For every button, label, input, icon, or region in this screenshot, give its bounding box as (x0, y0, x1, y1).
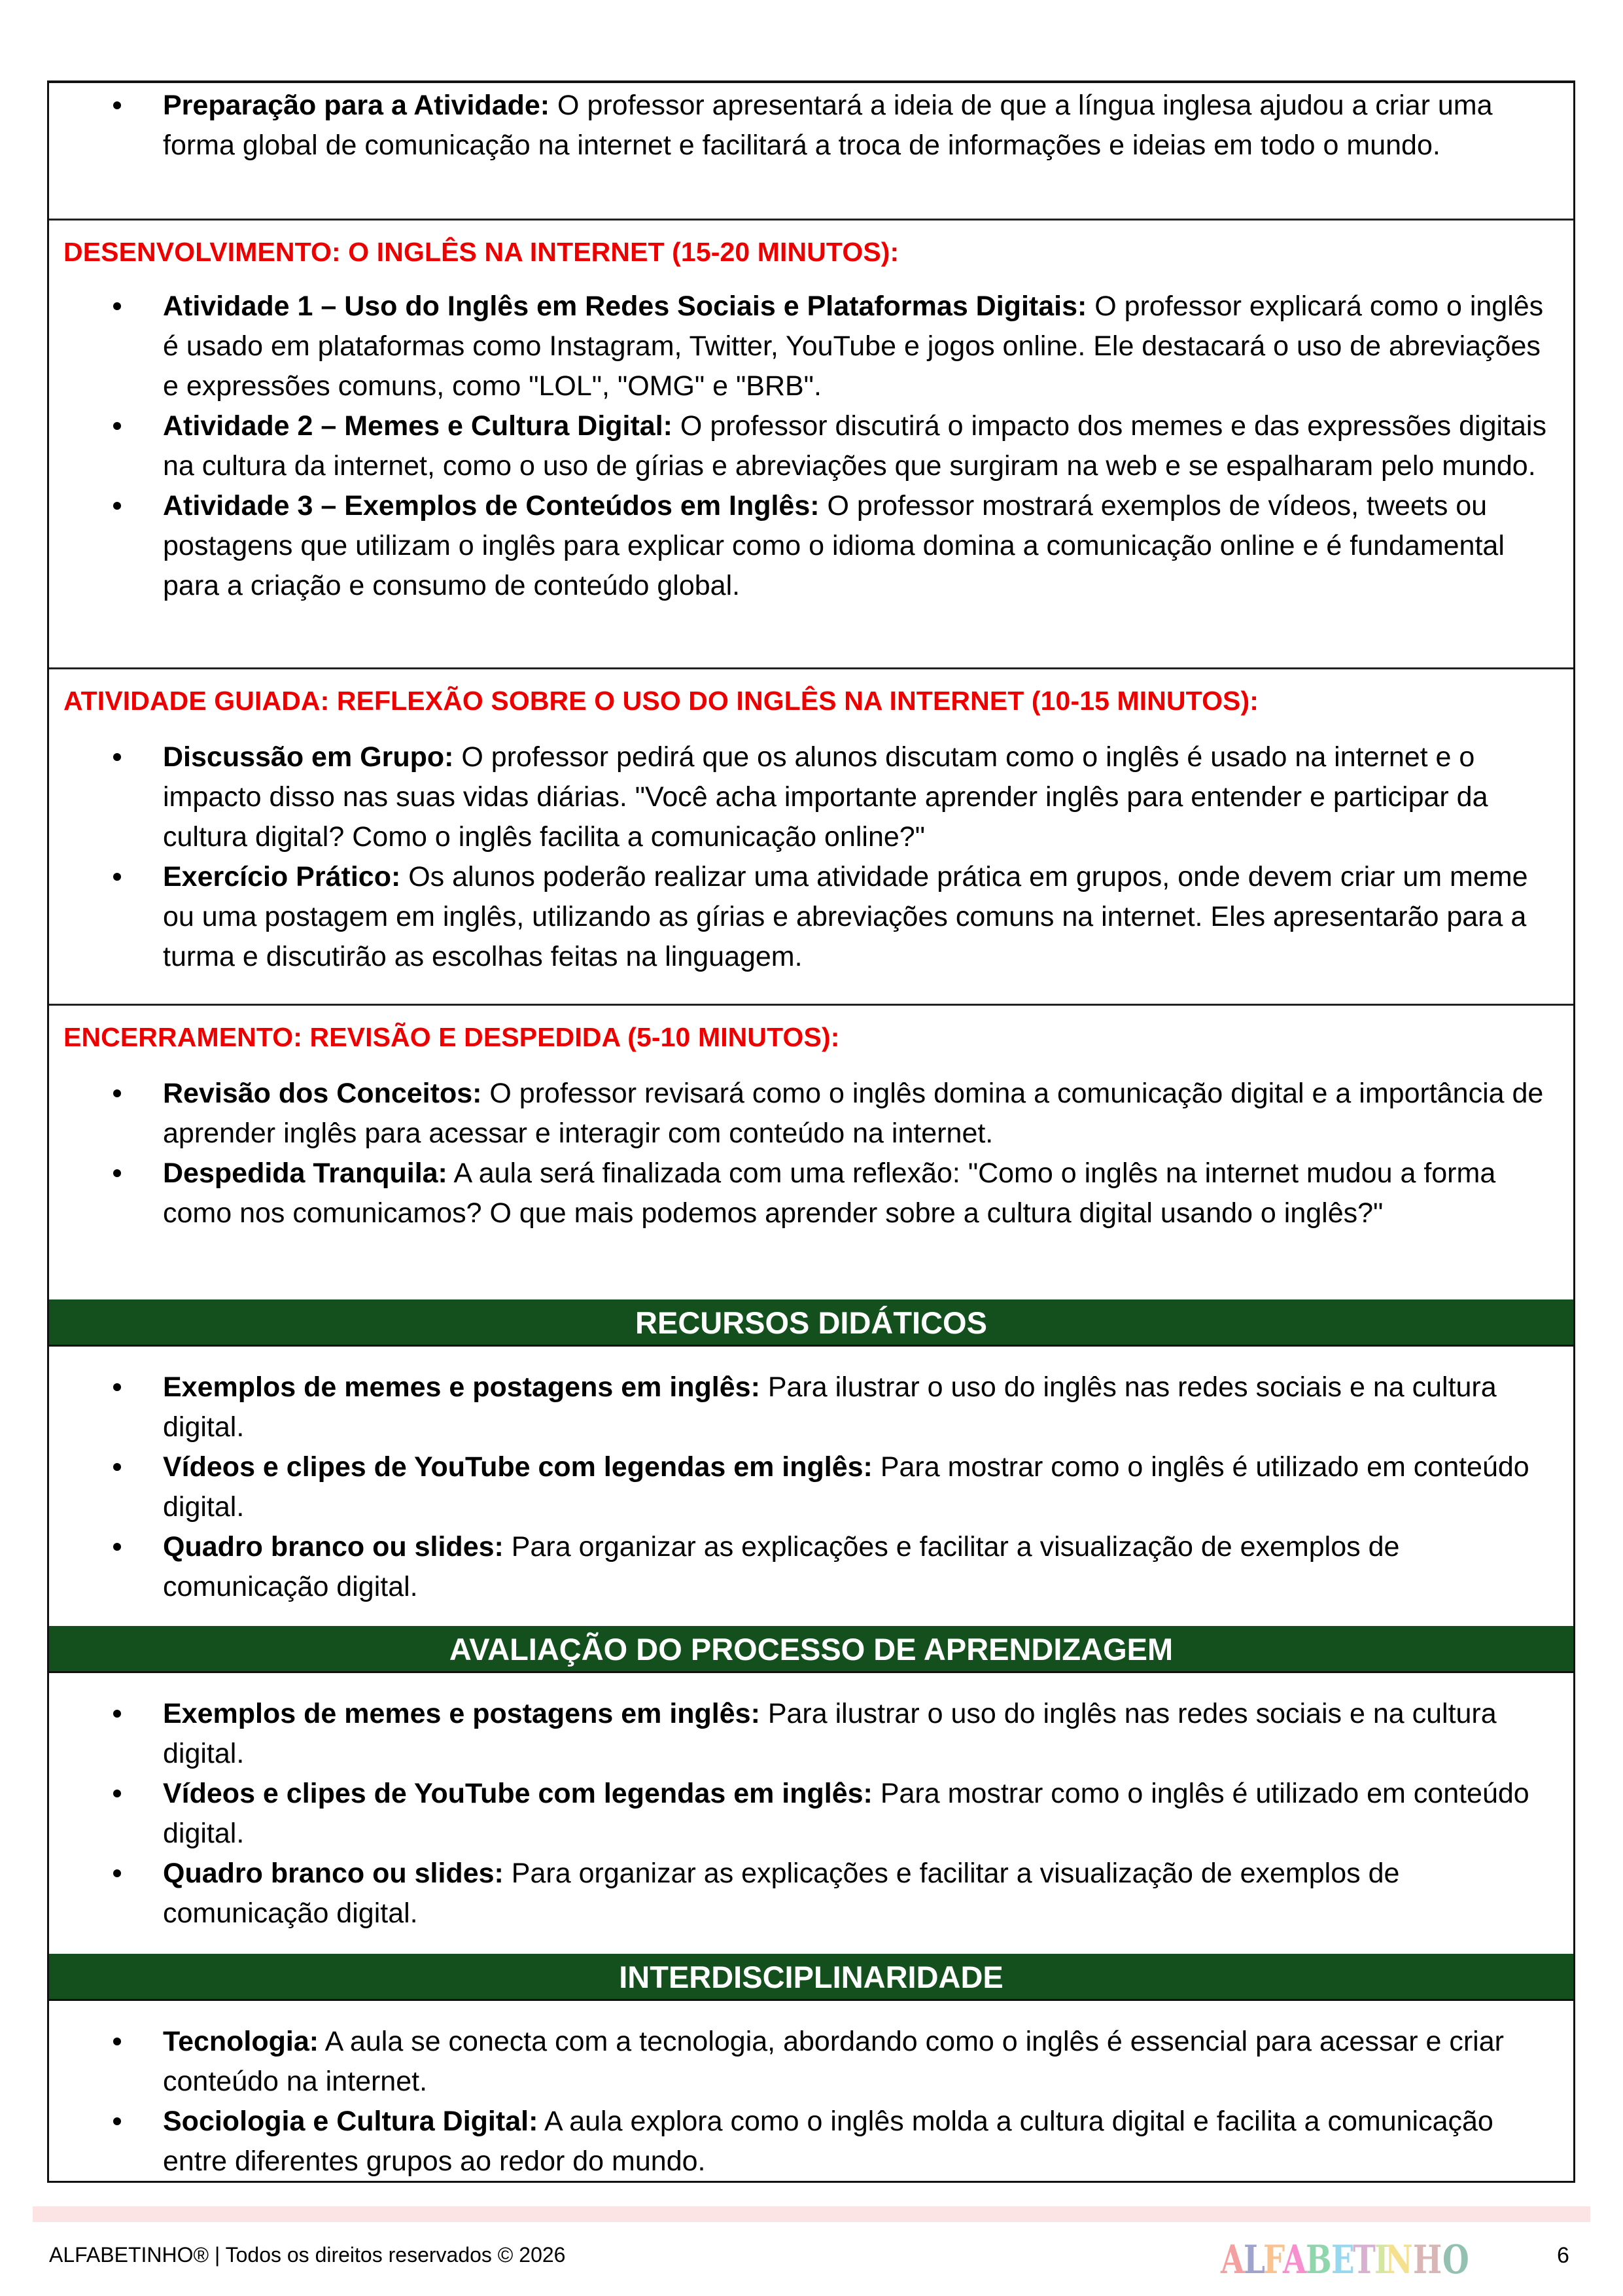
list-item (49, 86, 1573, 166)
item-text: Para mostrar como o inglês é utilizado em conteúdo digital. (163, 1778, 1529, 1849)
item-label: Atividade 3 – Exemplos de Conteúdos em Inglês: (163, 490, 820, 521)
assessment-row (49, 1673, 1573, 1954)
list-item (49, 486, 1573, 606)
bullet-icon (113, 1169, 121, 1177)
interdisciplinary-header: INTERDISCIPLINARIDADE (49, 1954, 1573, 2001)
item-label: Vídeos e clipes de YouTube com legendas em inglês: (163, 1778, 873, 1809)
item-label: Vídeos e clipes de YouTube com legendas em inglês: (163, 1451, 873, 1483)
item-text: Os alunos poderão realizar uma atividade prática em grupos, onde devem criar um meme ou uma postagem em inglês, utilizando as gírias e abreviações comuns na internet. Eles apresentarão para a turma e discutirão as escolhas feitas na linguagem. (163, 861, 1528, 972)
bullet-icon (113, 1790, 121, 1797)
closing-list (49, 1074, 1573, 1233)
bullet-icon (113, 1463, 121, 1471)
item-text: O professor discutirá o impacto dos memes e das expressões digitais na cultura da internet, como o uso de gírias e abreviações que surgiram na web e se espalharam pelo mundo. (163, 410, 1546, 482)
item-text: A aula será finalizada com uma reflexão: "Como o inglês na internet mudou a forma como nos comunicamos? O que mais podemos aprender sobre a cultura digital usando o inglês?" (163, 1157, 1496, 1229)
logo-letter: T (1353, 2237, 1376, 2283)
list-item (49, 857, 1573, 977)
bullet-icon (113, 502, 121, 510)
item-label: Exemplos de memes e postagens em inglês: (163, 1371, 760, 1403)
item-text: A aula se conecta com a tecnologia, abordando como o inglês é essencial para acessar e criar conteúdo na internet. (163, 2026, 1504, 2097)
alfabetinho-logo (1221, 2237, 1469, 2283)
preparation-row (49, 83, 1573, 221)
item-text: Para mostrar como o inglês é utilizado em conteúdo digital. (163, 1451, 1529, 1523)
lesson-plan-table (47, 80, 1575, 2183)
item-text: Para ilustrar o uso do inglês nas redes sociais e na cultura digital. (163, 1698, 1497, 1769)
assessment-header: AVALIAÇÃO DO PROCESSO DE APRENDIZAGEM (49, 1626, 1573, 1673)
list-item (49, 737, 1573, 857)
item-label: Sociologia e Cultura Digital: (163, 2106, 538, 2137)
resources-list (49, 1368, 1573, 1607)
bullet-icon (113, 101, 121, 109)
logo-letter: O (1442, 2237, 1469, 2283)
bullet-icon (113, 1710, 121, 1718)
item-text: O professor apresentará a ideia de que a língua inglesa ajudou a criar uma forma global de comunicação na internet e facilitará a troca de informações e ideias em todo o mundo. (163, 90, 1493, 161)
list-item (49, 1774, 1573, 1854)
item-label: Atividade 2 – Memes e Cultura Digital: (163, 410, 672, 442)
item-text: Para organizar as explicações e facilitar a visualização de exemplos de comunicação digital. (163, 1858, 1400, 1929)
item-text: Para organizar as explicações e facilitar a visualização de exemplos de comunicação digital. (163, 1531, 1400, 1602)
item-label: Exemplos de memes e postagens em inglês: (163, 1698, 760, 1729)
logo-letter: H (1412, 2237, 1442, 2283)
item-label: Quadro branco ou slides: (163, 1531, 504, 1563)
logo-letter: E (1331, 2237, 1354, 2283)
development-heading: DESENVOLVIMENTO: O INGLÊS NA INTERNET (15-20 MINUTOS): (63, 237, 899, 267)
list-item (49, 1694, 1573, 1774)
list-item (49, 1154, 1573, 1233)
item-text: O professor mostrará exemplos de vídeos, tweets ou postagens que utilizam o inglês para explicar como o idioma domina a comunicação online e é fundamental para a criação e consumo de conteúdo global. (163, 490, 1505, 601)
resources-row (49, 1347, 1573, 1626)
list-item (49, 2102, 1573, 2181)
preparation-list (49, 86, 1573, 166)
item-text: A aula explora como o inglês molda a cultura digital e facilita a comunicação entre diferentes grupos ao redor do mundo. (163, 2106, 1493, 2177)
bullet-icon (113, 422, 121, 430)
item-label: Quadro branco ou slides: (163, 1858, 504, 1889)
item-label: Atividade 1 – Uso do Inglês em Redes Sociais e Plataformas Digitais: (163, 291, 1087, 322)
footer-band (33, 2206, 1590, 2222)
list-item (49, 1074, 1573, 1154)
list-item (49, 406, 1573, 486)
bullet-icon (113, 302, 121, 310)
item-label: Preparação para a Atividade: (163, 90, 550, 121)
item-label: Despedida Tranquila: (163, 1157, 447, 1189)
logo-letter: A (1221, 2237, 1244, 2283)
bullet-icon (113, 2038, 121, 2045)
closing-row (49, 1006, 1573, 1299)
list-item (49, 1527, 1573, 1607)
item-label: Exercício Prático: (163, 861, 401, 892)
guided-activity-list (49, 737, 1573, 977)
logo-letter: B (1305, 2237, 1331, 2283)
assessment-list (49, 1694, 1573, 1934)
bullet-icon (113, 1869, 121, 1877)
development-list (49, 287, 1573, 606)
bullet-icon (113, 1383, 121, 1391)
logo-letter: A (1283, 2237, 1306, 2283)
list-item (49, 1854, 1573, 1934)
list-item (49, 287, 1573, 406)
bullet-icon (113, 2117, 121, 2125)
item-text: O professor explicará como o inglês é usado em plataformas como Instagram, Twitter, YouTube e jogos online. Ele destacará o uso de abreviações e expressões comuns, como "LOL", "OMG" e "BRB". (163, 291, 1544, 402)
resources-header: RECURSOS DIDÁTICOS (49, 1299, 1573, 1347)
logo-letter: F (1263, 2237, 1285, 2283)
item-text: O professor pedirá que os alunos discutam como o inglês é usado na internet e o impacto disso nas suas vidas diárias. "Você acha importante aprender inglês para entender e participar da cultura digital? Como o inglês facilita a comunicação online?" (163, 741, 1488, 853)
list-item (49, 1368, 1573, 1447)
development-row (49, 221, 1573, 669)
item-label: Discussão em Grupo: (163, 741, 454, 773)
item-label: Revisão dos Conceitos: (163, 1078, 482, 1109)
bullet-icon (113, 1543, 121, 1551)
bullet-icon (113, 873, 121, 881)
list-item (49, 2022, 1573, 2102)
list-item (49, 1447, 1573, 1527)
closing-heading: ENCERRAMENTO: REVISÃO E DESPEDIDA (5-10 MINUTOS): (63, 1022, 840, 1052)
footer-copyright: ALFABETINHO® | Todos os direitos reservados © 2026 (49, 2243, 566, 2267)
page-number: 6 (1557, 2243, 1569, 2268)
guided-activity-row (49, 669, 1573, 1006)
interdisciplinary-list (49, 2022, 1573, 2181)
guided-activity-heading: ATIVIDADE GUIADA: REFLEXÃO SOBRE O USO DO INGLÊS NA INTERNET (10-15 MINUTOS): (63, 686, 1259, 716)
item-label: Tecnologia: (163, 2026, 319, 2057)
bullet-icon (113, 1089, 121, 1097)
item-text: Para ilustrar o uso do inglês nas redes sociais e na cultura digital. (163, 1371, 1497, 1443)
logo-letter: I (1374, 2237, 1389, 2283)
logo-letter: L (1243, 2237, 1265, 2283)
logo-letter: N (1385, 2237, 1413, 2283)
interdisciplinary-row (49, 2001, 1573, 2181)
bullet-icon (113, 753, 121, 761)
item-text: O professor revisará como o inglês domina a comunicação digital e a importância de aprender inglês para acessar e interagir com conteúdo na internet. (163, 1078, 1544, 1149)
